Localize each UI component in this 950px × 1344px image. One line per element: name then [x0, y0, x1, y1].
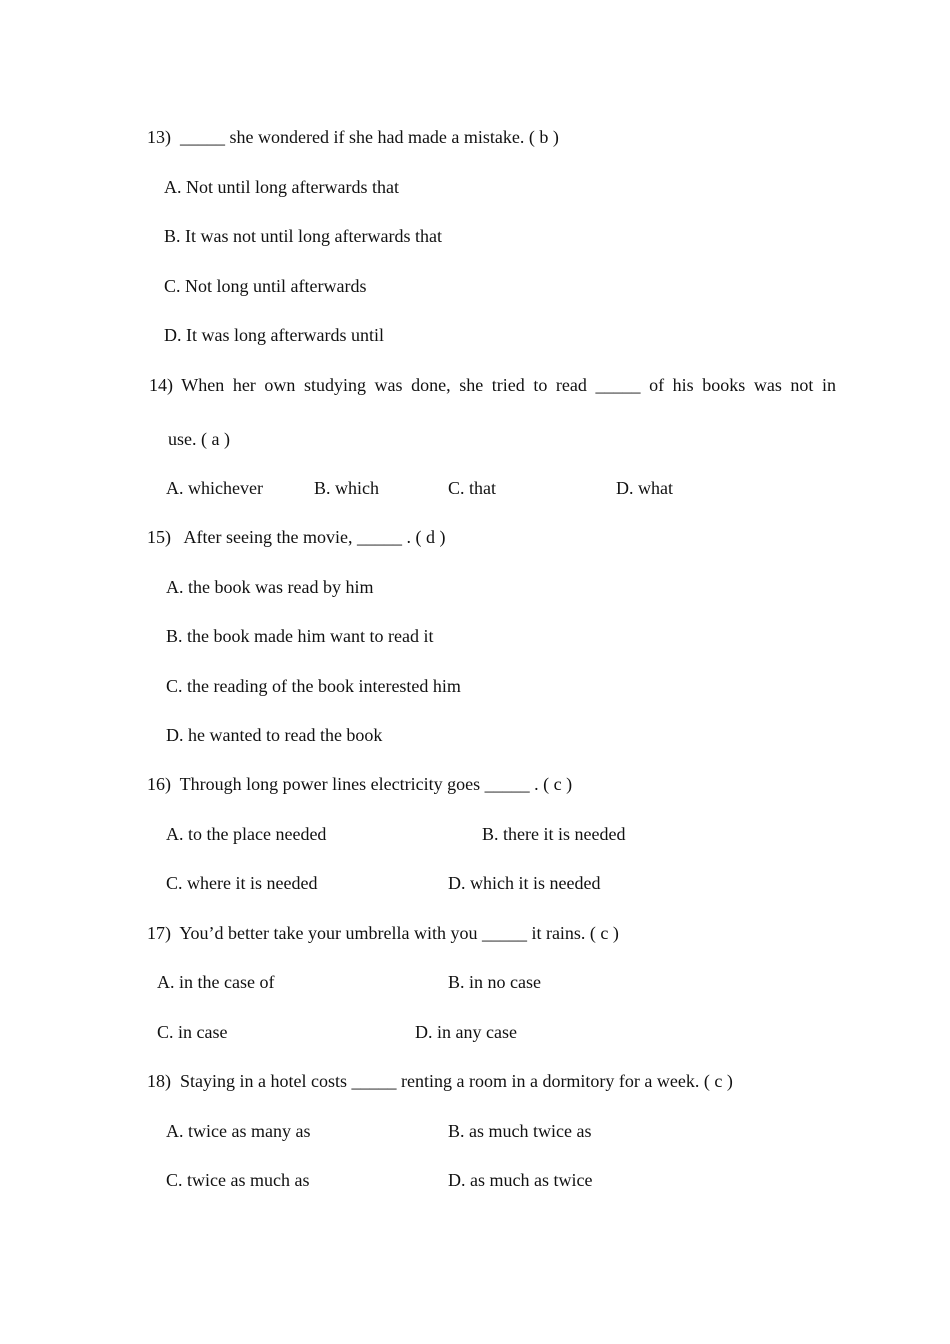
- question-16-option-d: D. which it is needed: [448, 873, 601, 893]
- question-14-stem-line1: 14) When her own studying was done, she tried to read _____ of his books was not in: [149, 375, 836, 395]
- question-16-stem: 16) Through long power lines electricity goes _____ . ( c ): [147, 774, 573, 794]
- question-16-option-b: B. there it is needed: [482, 824, 626, 844]
- question-15-option-a: A. the book was read by him: [166, 577, 374, 597]
- question-13-option-b: B. It was not until long afterwards that: [164, 226, 442, 246]
- question-17-option-d: D. in any case: [415, 1022, 517, 1042]
- question-14-option-c: C. that: [448, 478, 496, 498]
- question-16-option-c: C. where it is needed: [166, 873, 318, 893]
- question-14-option-b: B. which: [314, 478, 379, 498]
- question-18-option-c: C. twice as much as: [166, 1170, 310, 1190]
- question-15-option-b: B. the book made him want to read it: [166, 626, 434, 646]
- question-18-option-d: D. as much as twice: [448, 1170, 593, 1190]
- question-17-option-a: A. in the case of: [157, 972, 275, 992]
- question-17-option-c: C. in case: [157, 1022, 228, 1042]
- question-16-option-a: A. to the place needed: [166, 824, 327, 844]
- question-14-option-d: D. what: [616, 478, 673, 498]
- question-15-option-d: D. he wanted to read the book: [166, 725, 383, 745]
- question-14-stem-line2: use. ( a ): [168, 429, 230, 449]
- question-17-stem: 17) You’d better take your umbrella with you _____ it rains. ( c ): [147, 923, 619, 943]
- question-13-option-c: C. Not long until afterwards: [164, 276, 367, 296]
- question-18-stem: 18) Staying in a hotel costs _____ renting a room in a dormitory for a week. ( c ): [147, 1071, 733, 1091]
- question-18-option-a: A. twice as many as: [166, 1121, 311, 1141]
- question-14-option-a: A. whichever: [166, 478, 263, 498]
- question-13-option-d: D. It was long afterwards until: [164, 325, 384, 345]
- question-13-option-a: A. Not until long afterwards that: [164, 177, 399, 197]
- question-15-stem: 15) After seeing the movie, _____ . ( d ): [147, 527, 446, 547]
- question-18-option-b: B. as much twice as: [448, 1121, 592, 1141]
- question-15-option-c: C. the reading of the book interested him: [166, 676, 461, 696]
- question-17-option-b: B. in no case: [448, 972, 541, 992]
- question-13-stem: 13) _____ she wondered if she had made a mistake. ( b ): [147, 127, 559, 147]
